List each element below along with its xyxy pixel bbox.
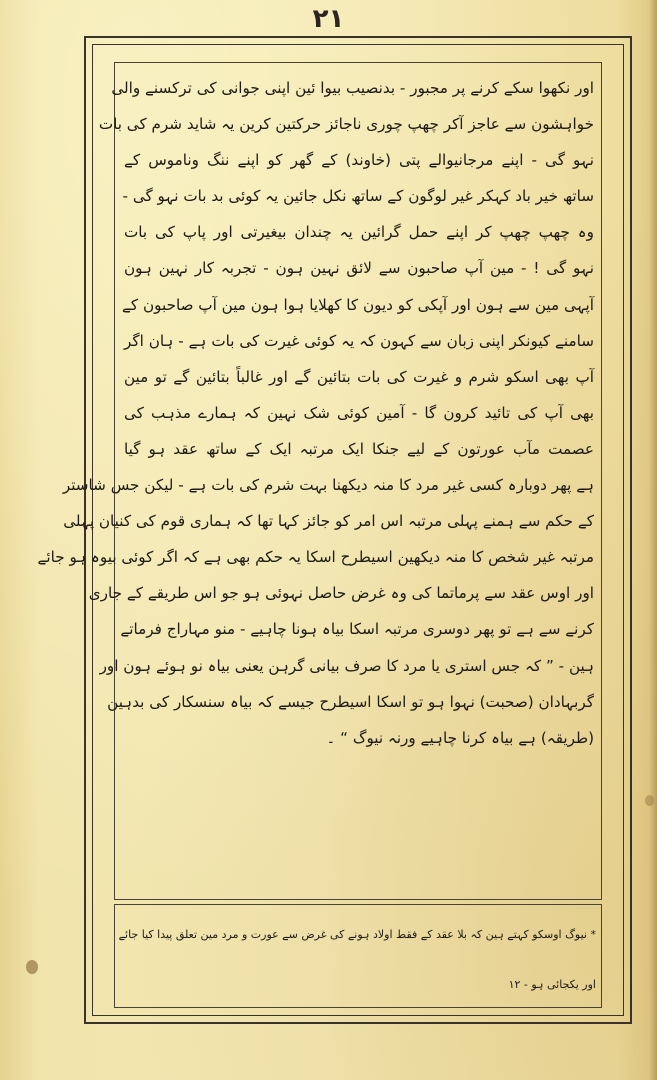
text-line: آپ بھی اسکو شرم و غیرت کی بات بتائین گے اور غالباً بتائین گے تو مین — [124, 367, 594, 386]
paper-stain — [26, 960, 38, 974]
text-line: گربہادان (صحبت) نہوا ہو تو اسکا اسیطرح جیسے کہ بیاہ سنسکار کی بدہین — [107, 692, 594, 711]
text-line: ساتھ خیر باد کہکر غیر لوگون کے ساتھ نکل جائین یہ کوئی بد بات نہو گی - — [122, 187, 594, 206]
footnote-line: اور یکجائی ہو - ۱۲ — [508, 978, 596, 991]
text-line: نہو گی ! - مین آپ صاحبون سے لائق نہین ہون - تجربہ کار نہین ہون — [124, 259, 594, 278]
page-edge-shadow — [649, 0, 657, 1080]
text-line: نہو گی - اپنے مرجانیوالے پتی (خاوند) کے گھر کو اپنے ننگ وناموس کے — [124, 151, 594, 170]
text-line: بھی آپ کی تائید کرون گا - آمین کوئی شک نہین کہ ہمارے مذہب کی — [124, 403, 594, 422]
text-line: کرنے سے ہے تو پھر دوسری مرتبہ اسکا بیاہ ہونا چاہیے - منو مہاراج فرماتے — [120, 620, 594, 639]
text-line: خواہشون سے عاجز آکر چھپ چوری ناجائز حرکتین کرین یہ شاید شرم کی بات — [98, 115, 594, 134]
text-line: کے حکم سے ہمنے پہلی مرتبہ اس امر کو جائز کہا تھا کہ ہماری قوم کی کنیان پہلی — [63, 512, 594, 531]
text-line: اور نکھوا سکے کرنے پر مجبور - بدنصیب بیوا ئین اپنی جوانی کی ترکسنے والی — [111, 79, 594, 97]
text-line: (طریقہ) ہے بیاہ کرنا چاہیے ورنہ نیوگ “ ۔ — [326, 728, 594, 747]
footnote-line: * نیوگ اوسکو کہتے ہین کہ بلا عقد کے فقط اولاد ہونے کی غرض سے عورت و مرد مین تعلق پیدا کیا جائے — [118, 928, 596, 941]
text-line: مرتبہ غیر شخص کا منہ دیکھین اسیطرح اسکا یہ حکم بھی ہے کہ اگر کوئی بیوہ ہو جائے — [37, 548, 594, 567]
text-line: عصمت مآب عورتون کے لیے جنکا ایک مرتبہ ایک کے ساتھ عقد ہو گیا — [124, 439, 594, 458]
text-line: آپہی مین سے ہون اور آپکی کو دیون کا کھلایا ہوا ہون مین آپ صاحبون کے — [122, 295, 594, 314]
text-line: ہین - ” کہ جس استری یا مرد کا صرف بیانی گرہن یعنی بیاہ نو ہوئے ہون اور — [99, 656, 594, 675]
text-line: ہے پھر دوبارہ کسی غیر مرد کا منہ دیکھنا بہت شرم کی بات ہے - لیکن جس شاستر — [62, 476, 594, 495]
text-line: اور اوس عقد سے پرماتما کی وہ غرض حاصل نہوئی ہو جو اس طریقے کے جاری — [88, 584, 594, 603]
page-number: ۲۱ — [312, 4, 345, 34]
main-text-block — [37, 70, 594, 756]
footnote — [120, 910, 596, 1010]
text-line: وہ چھپ چھپ کر اپنے حمل گرائین یہ چندان بیغیرتی اور پاپ کی بات — [124, 223, 594, 242]
text-line: سامنے کیونکر اپنی زبان سے کہون کہ یہ کوئی غیرت کی بات ہے - ہان اگر — [124, 331, 594, 350]
